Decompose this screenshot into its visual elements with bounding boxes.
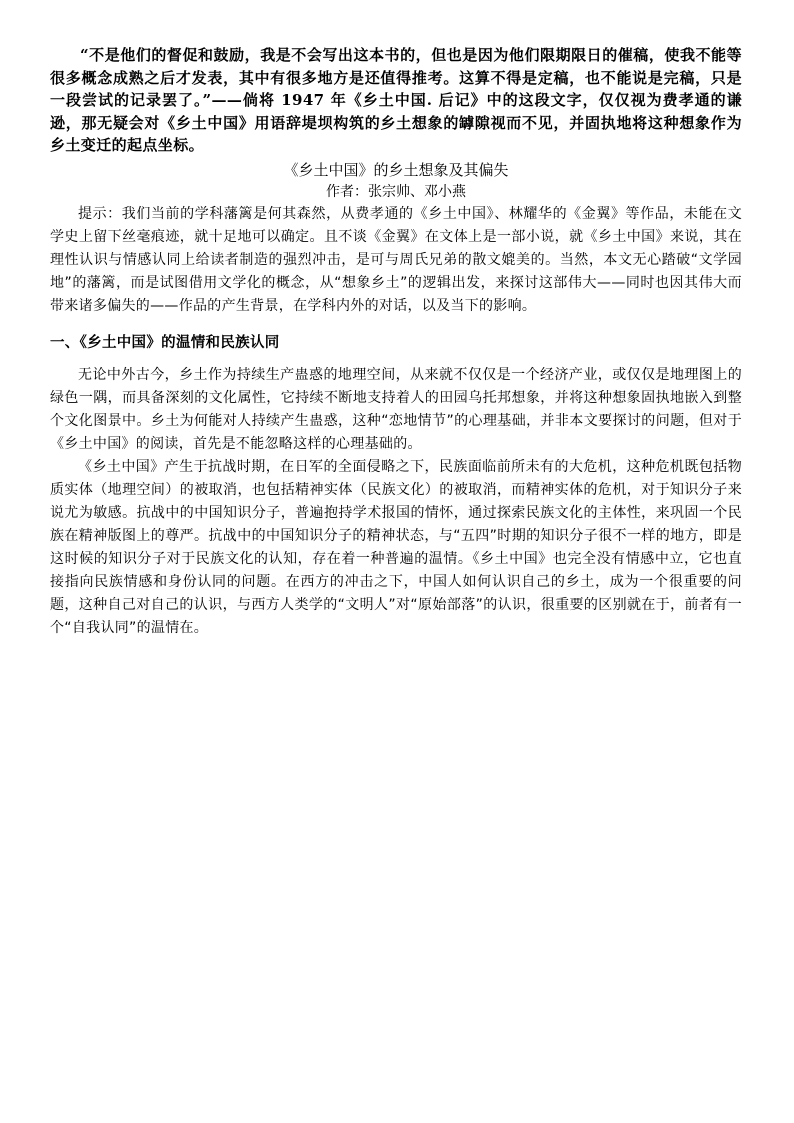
article-title: 《乡土中国》的乡土想象及其偏失 <box>283 160 509 179</box>
body-paragraph-1: 无论中外古今，乡土作为持续生产蛊惑的地理空间，从来就不仅仅是一个经济产业，或仅仅是地理图上的绿色一隅，而具备深刻的文化属性，它持续不断地支持着人的田园乌托邦想象，并将这种想象固执地嵌入到整个文化图景中。乡土为何能对人持续产生蛊惑，这种“恋地情节”的心理基础，并非本文要探讨的问题，但对于《乡土中国》的阅读，首先是不能忽略这样的心理基础的。 <box>50 366 742 452</box>
article-authors: 作者：张宗帅、邓小燕 <box>326 183 466 200</box>
intro-quote-paragraph: “不是他们的督促和鼓励，我是不会写出这本书的，但也是因为他们限期限日的催稿，使我不能等很多概念成熟之后才发表，其中有很多地方是还值得推考。这算不得是定稿，也不能说是完稿，只是一段尝试的记录罢了。”——倘将 1947 年《乡土中国. 后记》中的这段文字，仅仅视为费孝通的谦逊，那无疑会对《乡土中国》用语辞堤坝构筑的乡土想象的罅隙视而不见，并固执地将这种想象作为乡土变迁的起点坐标。 <box>50 46 742 154</box>
document-page <box>50 44 742 640</box>
article-abstract: 提示：我们当前的学科藩篱是何其森然，从费孝通的《乡土中国》、林耀华的《金翼》等作品，未能在文学史上留下丝毫痕迹，就十足地可以确定。且不谈《金翼》在文体上是一部小说，就《乡土中国》来说，其在理性认识与情感认同上给读者制造的强烈冲击，是可与周氏兄弟的散文媲美的。当然，本文无心踏破“文学园地”的藩篱，而是试图借用文学化的概念，从“想象乡土”的逻辑出发，来探讨这部伟大——同时也因其伟大而带来诸多偏失的——作品的产生背景，在学科内外的对话，以及当下的影响。 <box>50 205 742 314</box>
section-heading: 一、《乡土中国》的温情和民族认同 <box>50 334 280 351</box>
body-paragraph-2: 《乡土中国》产生于抗战时期，在日军的全面侵略之下，民族面临前所未有的大危机，这种危机既包括物质实体（地理空间）的被取消，也包括精神实体（民族文化）的被取消，而精神实体的危机，对于知识分子来说尤为敏感。抗战中的中国知识分子，普遍抱持学术报国的情怀，通过探索民族文化的主体性，来巩固一个民族在精神版图上的尊严。抗战中的中国知识分子的精神状态，与“五四”时期的知识分子很不一样的地方，即是这时候的知识分子对于民族文化的认知，存在着一种普遍的温情。《乡土中国》也完全没有情感中立，它也直接指向民族情感和身份认同的问题。在西方的冲击之下，中国人如何认识自己的乡土，成为一个很重要的问题，这种自己对自己的认识，与西方人类学的“文明人”对“原始部落”的认识，很重要的区别就在于，前者有一个“自我认同”的温情在。 <box>50 458 742 636</box>
